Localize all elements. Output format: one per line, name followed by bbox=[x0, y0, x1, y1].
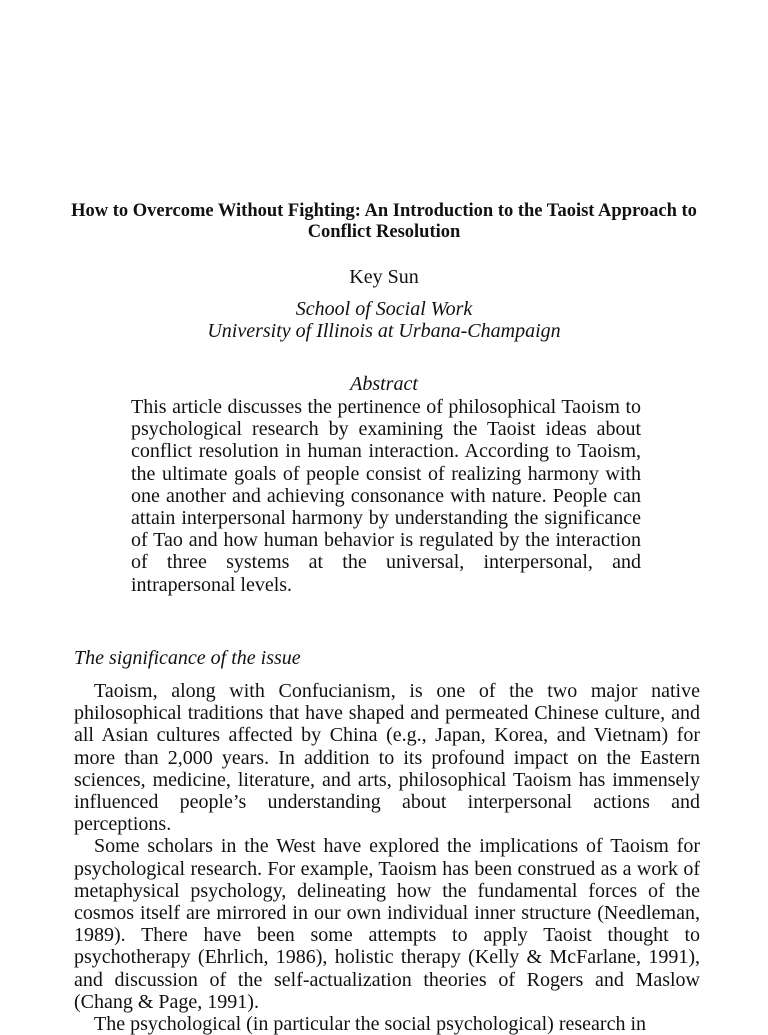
abstract-text: This article discusses the pertinence of philosophical Taoism to psychological research by examining the Taoist ideas about conflict resolution in human interaction. According to Taoism, the ultimate goals of people consist of realizing harmony with one another and achieving consonance with nature. People can attain interpersonal harmony by understanding the significance of Tao and how human behavior is regulated by the interaction of three systems at the universal, interpersonal, and intrapersonal levels. bbox=[131, 396, 641, 596]
abstract-heading: Abstract bbox=[350, 373, 418, 395]
affiliation-department: School of Social Work bbox=[295, 298, 473, 320]
paragraph: Some scholars in the West have explored the implications of Taoism for psychological research. For example, Taoism has been construed as a work of metaphysical psychology, delineating how the fundamental forces of the cosmos itself are mirrored in our own individual inner structure (Needleman, 1989). There have been some attempts to apply Taoist thought to psychotherapy (Ehrlich, 1986), holistic therapy (Kelly & McFarlane, 1991), and discussion of the self-actualization theories of Rogers and Maslow (Chang & Page, 1991). bbox=[74, 835, 700, 1013]
paragraph: The psychological (in particular the social psychological) research in bbox=[94, 1013, 647, 1035]
paper-title: How to Overcome Without Fighting: An Introduction to the Taoist Approach to Conflict Resolution bbox=[71, 201, 697, 242]
section-heading: The significance of the issue bbox=[74, 647, 301, 669]
paragraph: Taoism, along with Confucianism, is one of the two major native philosophical traditions that have shaped and permeated Chinese culture, and all Asian cultures affected by China (e.g., Japan, Korea, and Vietnam) for more than 2,000 years. In addition to its profound impact on the Eastern sciences, medicine, literature, and arts, philosophical Taoism has immensely influenced people’s understanding about interpersonal actions and perceptions. bbox=[74, 680, 700, 836]
affiliation-university: University of Illinois at Urbana-Champaign bbox=[207, 320, 561, 342]
body-text bbox=[74, 680, 700, 1035]
author-name: Key Sun bbox=[349, 266, 419, 288]
